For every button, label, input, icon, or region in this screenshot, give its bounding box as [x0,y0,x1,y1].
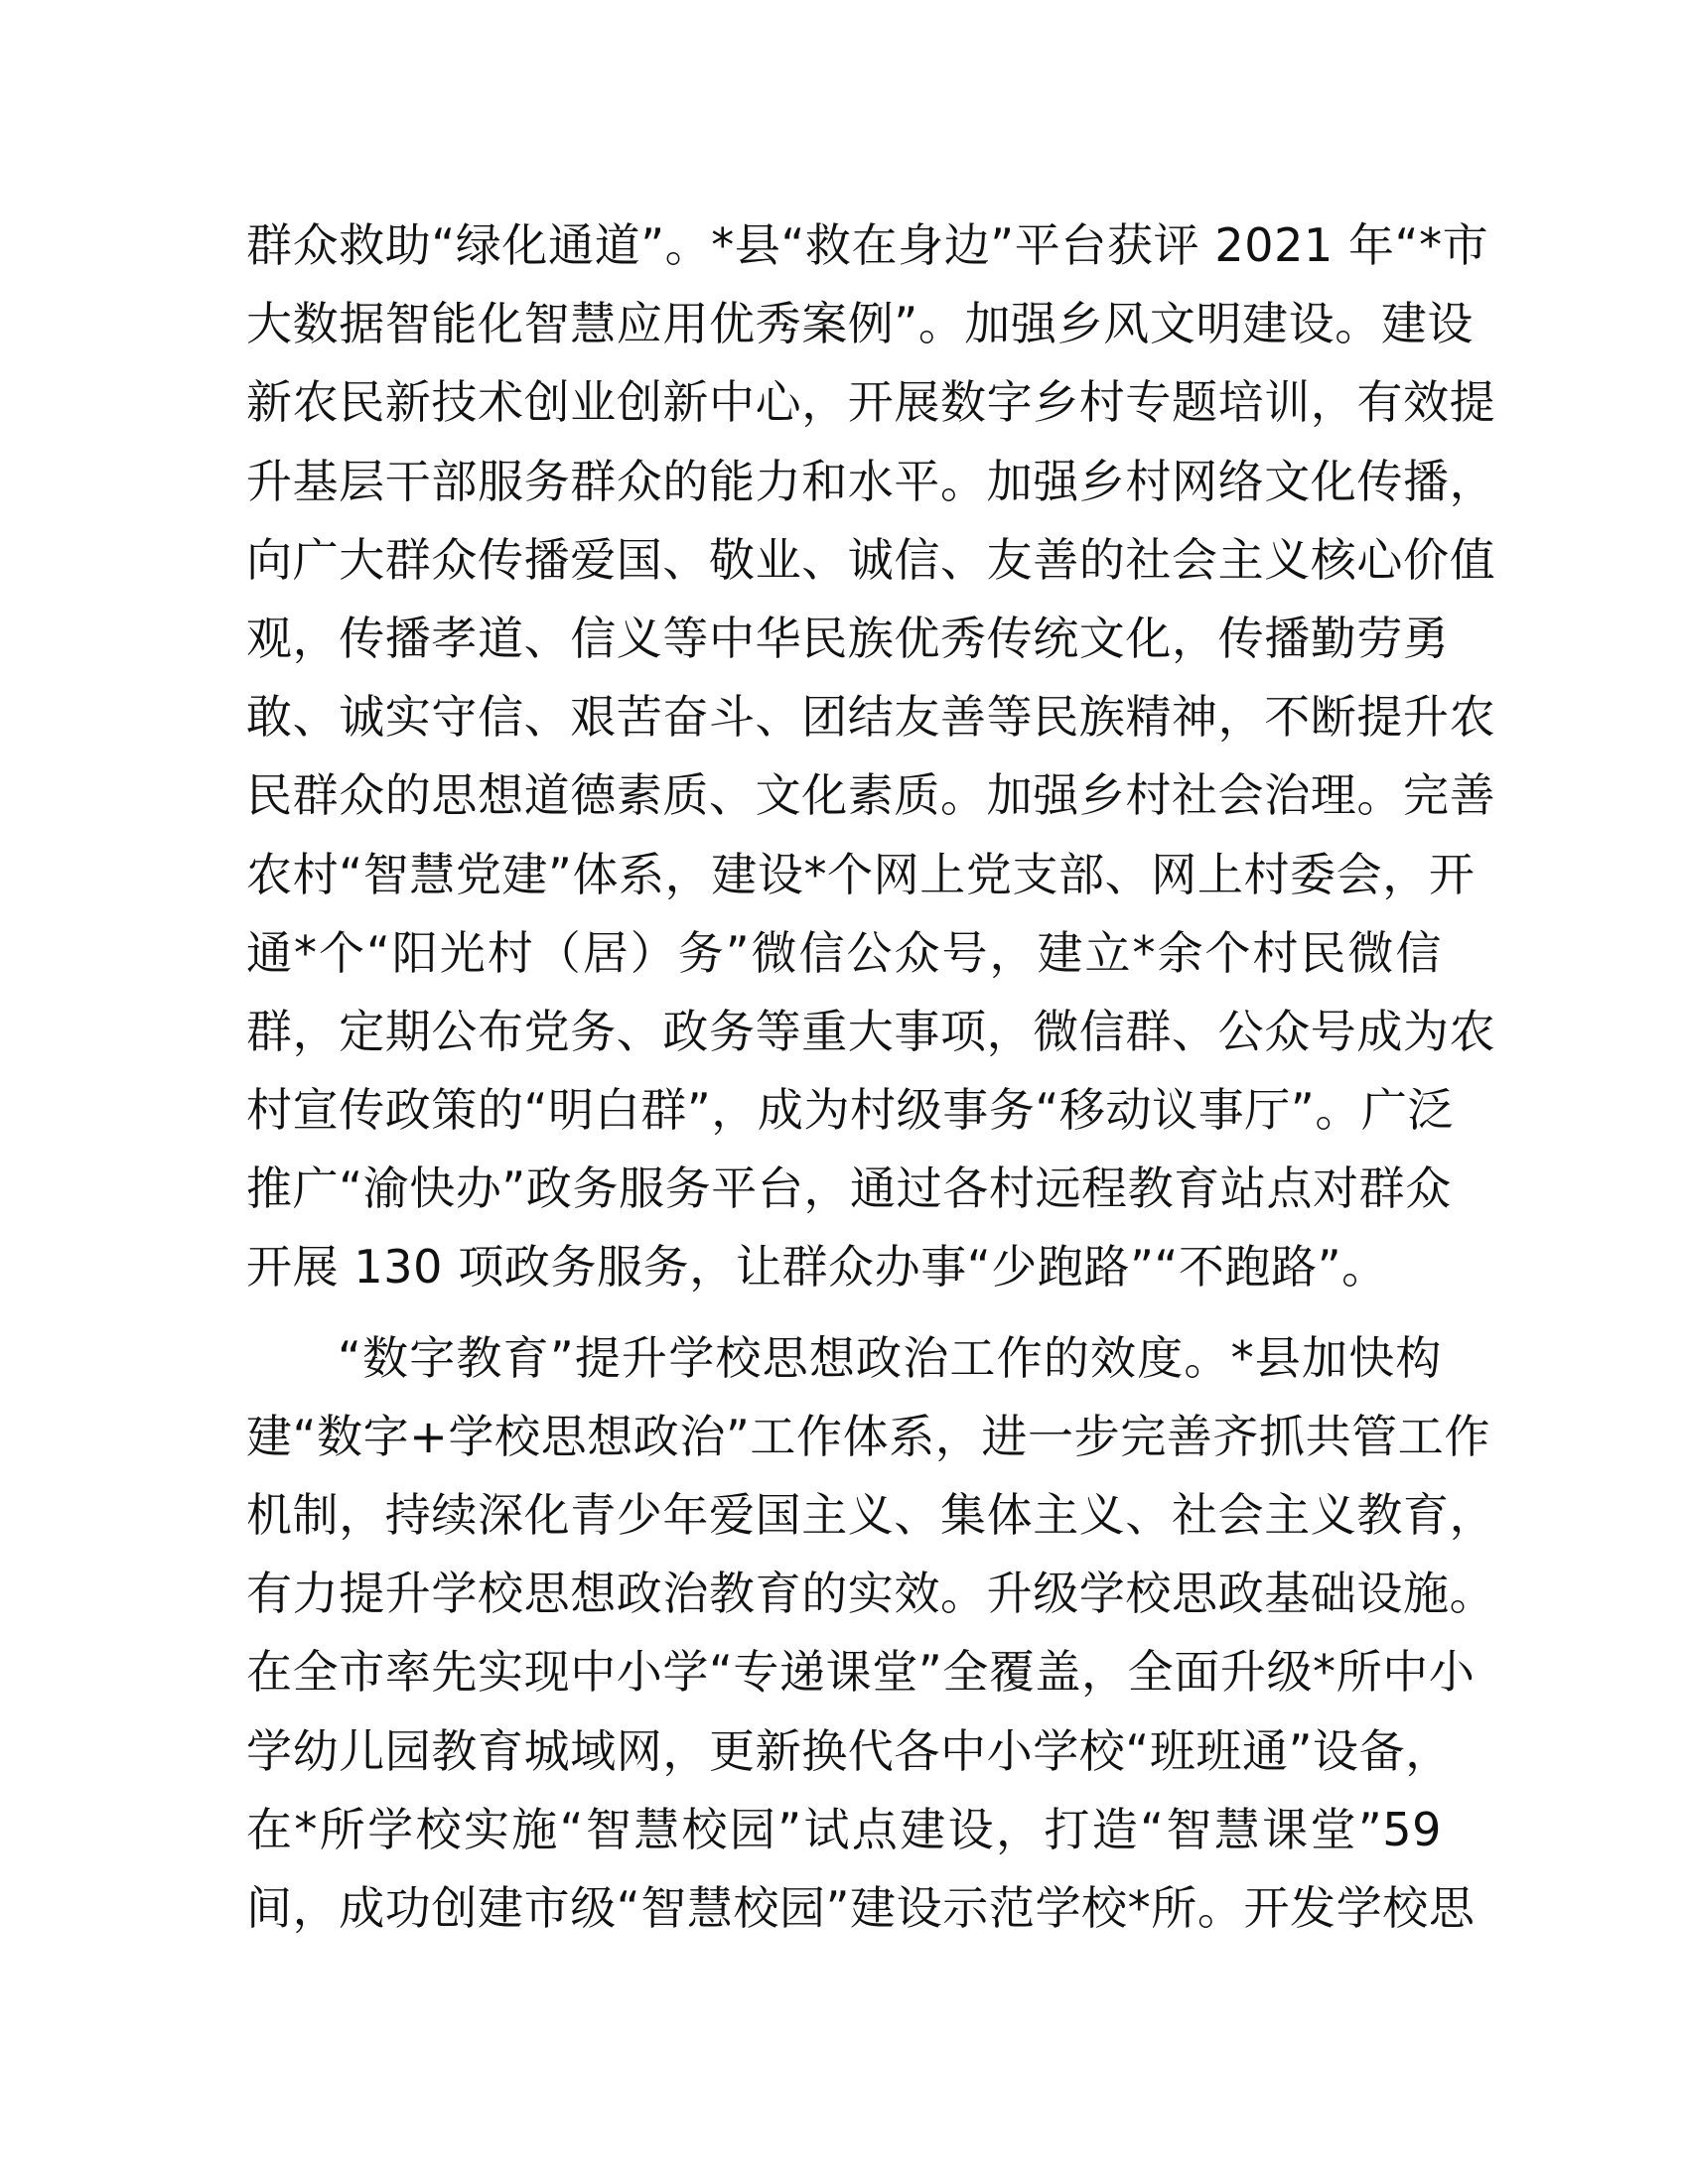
text-line: 村宣传政策的“明白群”，成为村级事务“移动议事厅”。广泛 [246,1083,1455,1138]
text-line: 群，定期公布党务、政务等重大事项，微信群、公众号成为农 [246,1004,1496,1058]
text-line: 在*所学校实施“智慧校园”试点建设，打造“智慧课堂”59 [246,1802,1442,1856]
paragraph-digital-education [246,1319,1496,1949]
text-line: 在全市率先实现中小学“专递课堂”全覆盖，全面升级*所中小 [246,1645,1476,1700]
text-line: 群众救助“绿化通道”。*县“救在身边”平台获评 2021 年“*市 [246,218,1489,272]
text-line: 升基层干部服务群众的能力和水平。加强乡村网络文化传播， [246,454,1496,508]
text-line: 学幼儿园教育城域网，更新换代各中小学校“班班通”设备， [246,1723,1452,1778]
text-line: 观，传播孝道、信义等中华民族优秀传统文化，传播勤劳勇 [246,611,1450,665]
text-line: 间，成功创建市级“智慧校园”建设示范学校*所。开发学校思 [246,1880,1476,1935]
paragraph-gap [246,1307,1442,1319]
text-line: 建“数字+学校思想政治”工作体系，进一步完善齐抓共管工作 [246,1409,1491,1463]
text-line: 机制，持续深化青少年爱国主义、集体主义、社会主义教育， [246,1488,1496,1542]
text-line: 民群众的思想道德素质、文化素质。加强乡村社会治理。完善 [246,768,1496,823]
text-line: “数字教育”提升学校思想政治工作的效度。*县加快构 [338,1330,1442,1385]
text-line: 推广“渝快办”政务服务平台，通过各村远程教育站点对群众 [246,1161,1452,1216]
text-line: 新农民新技术创业创新中心，开展数字乡村专题培训，有效提 [246,375,1496,430]
text-line: 敢、诚实守信、艰苦奋斗、团结友善等民族精神，不断提升农 [246,690,1496,745]
text-line: 通*个“阳光村（居）务”微信公众号，建立*余个村民微信 [246,925,1442,980]
text-line: 开展 130 项政务服务，让群众办事“少跑路”“不跑路”。 [246,1240,1388,1295]
text-line: 有力提升学校思想政治教育的实效。升级学校思政基础设施。 [246,1567,1496,1621]
text-line: 大数据智能化智慧应用优秀案例”。加强乡风文明建设。建设 [246,297,1475,351]
text-line: 向广大群众传播爱国、敬业、诚信、友善的社会主义核心价值 [246,532,1496,587]
body-text [246,206,1496,1948]
text-line: 农村“智慧党建”体系，建设*个网上党支部、网上村委会，开 [246,847,1476,901]
paragraph-rural-governance [246,206,1496,1307]
